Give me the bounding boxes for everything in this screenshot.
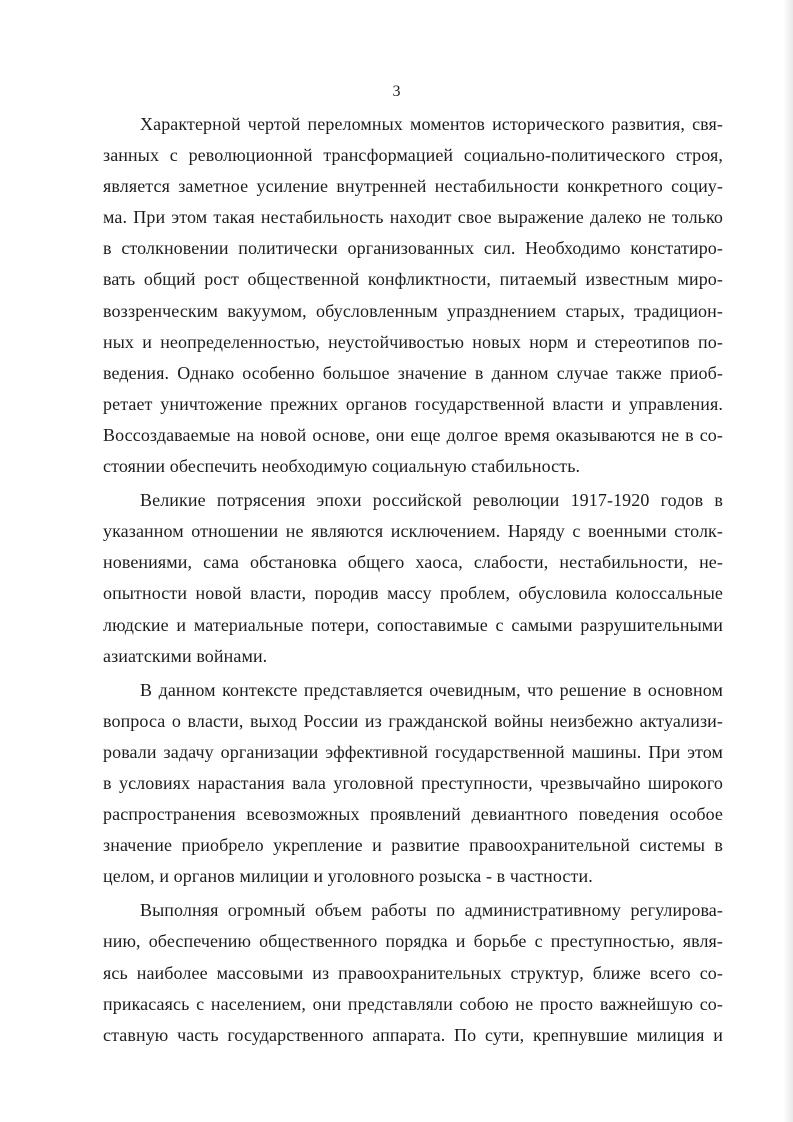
- text-line: Характерной чертой переломных моментов исторического развития, свя-: [140, 114, 723, 134]
- text-line: людские и материальные потери, сопоставимые с самыми разрушительными: [103, 614, 723, 635]
- page-number: 3: [392, 83, 401, 100]
- text-line: воззренческим вакуумом, обусловленным упразднением старых, традицион-: [103, 300, 723, 321]
- text-line: ставную часть государственного аппарата. По сути, крепнувшие милиция и: [103, 1024, 723, 1045]
- scan-edge-shadow: [783, 0, 793, 1122]
- text-line: ретает уничтожение прежних органов государственной власти и управления.: [103, 393, 723, 414]
- text-line: ма. При этом такая нестабильность находит свое выражение далеко не только: [103, 207, 723, 228]
- text-line: ровали задачу организации эффективной государственной машины. При этом: [103, 741, 723, 762]
- text-line: значение приобрело укрепление и развитие правоохранительной системы в: [103, 835, 723, 856]
- text-line: вать общий рост общественной конфликтности, питаемый известным миро-: [103, 269, 723, 290]
- text-line: Выполняя огромный объем работы по административному регулирова-: [140, 900, 723, 921]
- text-line: в условиях нарастания вала уголовной преступности, чрезвычайно широкого: [103, 772, 723, 793]
- text-line: ных и неопределенностью, неустойчивостью новых норм и стереотипов по-: [103, 331, 723, 352]
- text-line: новениями, сама обстановка общего хаоса, слабости, нестабильности, не-: [103, 552, 723, 573]
- text-line: в столкновении политически организованных сил. Необходимо констатиро-: [103, 238, 723, 259]
- text-line: стоянии обеспечить необходимую социальную стабильность.: [103, 456, 581, 477]
- text-line: целом, и органов милиции и уголовного розыска - в частности.: [103, 866, 593, 887]
- paragraph-2: [103, 485, 723, 672]
- text-line: вопроса о власти, выход России из гражданской войны неизбежно актуализи-: [103, 710, 723, 731]
- paragraph-1: [103, 109, 723, 482]
- text-line: прикасаясь с населением, они представляли собою не просто важнейшую со-: [103, 993, 723, 1014]
- text-line: азиатскими войнами.: [103, 645, 268, 666]
- body-text: [103, 109, 723, 1051]
- text-line: Воссоздаваемые на новой основе, они еще долгое время оказываются не в со-: [103, 424, 723, 445]
- paragraph-3: [103, 675, 723, 893]
- text-line: занных с революционной трансформацией социально-политического строя,: [103, 145, 723, 166]
- paragraph-4: [103, 895, 723, 1050]
- text-line: распространения всевозможных проявлений девиантного поведения особое: [103, 804, 723, 825]
- text-line: ведения. Однако особенно большое значение в данном случае также приоб-: [103, 362, 723, 383]
- text-line: В данном контексте представляется очевидным, что решение в основном: [140, 679, 723, 700]
- text-line: указанном отношении не являются исключением. Наряду с военными столк-: [103, 521, 723, 542]
- text-line: Великие потрясения эпохи российской революции 1917-1920 годов в: [140, 490, 723, 511]
- text-line: опытности новой власти, породив массу проблем, обусловила колоссальные: [103, 583, 723, 604]
- text-line: нию, обеспечению общественного порядка и борьбе с преступностью, явля-: [103, 931, 723, 952]
- text-line: ясь наиболее массовыми из правоохранительных структур, ближе всего со-: [103, 962, 723, 983]
- text-line: является заметное усиление внутренней нестабильности конкретного социу-: [103, 176, 723, 197]
